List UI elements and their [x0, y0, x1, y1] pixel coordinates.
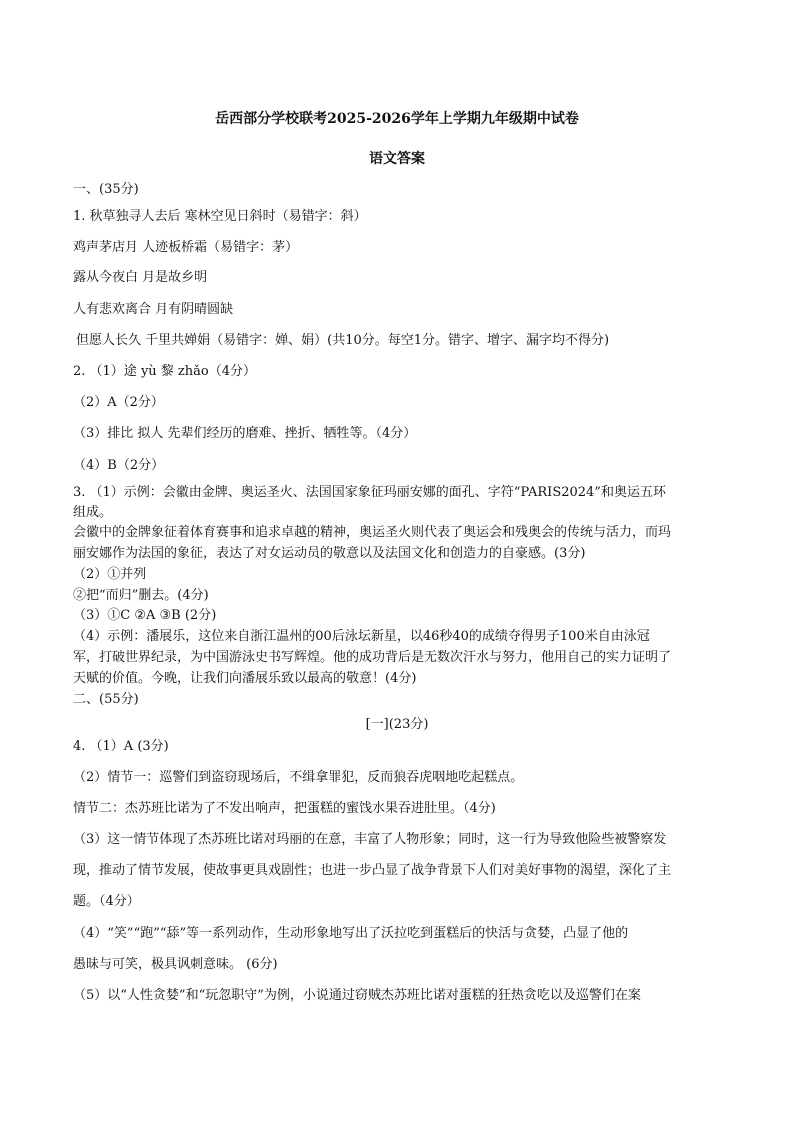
answer-line: 露从今夜白 月是故乡明 [73, 270, 208, 285]
answer-line: 会徽中的金牌象征着体育赛事和追求卓越的精神，奥运圣火则代表了奥运会和残奥会的传统与活力，而玛 [73, 525, 672, 540]
answer-line: 但愿人长久 千里共婵娟（易错字：婵、娟）(共10分。每空1分。错字、增字、漏字均不得分) [76, 333, 610, 348]
document-subtitle: 语文答案 [369, 151, 425, 167]
answer-line: （2）情节一：巡警们到盗窃现场后，不缉拿罪犯，反而狼吞虎咽地吃起糕点。 [73, 770, 524, 785]
answer-line: 3. （1）示例：会徽由金牌、奥运圣火、法国国家象征玛丽安娜的面孔、字符“PARIS2024”和奥运五环 [73, 485, 666, 500]
answer-line: （4）示例：潘展乐，这位来自浙江温州的00后泳坛新星，以46秒40的成绩夺得男子100米自由泳冠 [73, 629, 650, 644]
answer-line: （5）以“人性贪婪”和“玩忽职守”为例，小说通过窃贼杰苏班比诺对蛋糕的狂热贪吃以及巡警们在案 [73, 988, 641, 1003]
answer-line: 丽安娜作为法国的象征，表达了对女运动员的敬意以及法国文化和创造力的自豪感。(3分) [73, 546, 586, 561]
answer-line: （3）这一情节体现了杰苏班比诺对玛丽的在意，丰富了人物形象；同时，这一行为导致他险些被警察发 [73, 832, 667, 847]
answer-line: 愚昧与可笑，极具讽刺意味。 (6分) [73, 957, 278, 972]
answer-line: 题。（4分） [73, 894, 140, 909]
subsection-heading: [一](23分) [365, 717, 429, 732]
answer-line: （4）“笑”“跑”“舔”等一系列动作，生动形象地写出了沃拉吃到蛋糕后的快活与贪婪，凸显了他的 [73, 926, 629, 941]
answer-line: 1. 秋草独寻人去后 寒林空见日斜时（易错字：斜） [73, 209, 367, 224]
answer-line: 军，打破世界纪录，为中国游泳史书写辉煌。他的成功背后是无数次汗水与努力，他用自己的实力证明了 [73, 650, 672, 665]
section-heading: 一、(35分) [73, 182, 139, 197]
answer-line: （4）B（2分） [73, 458, 165, 473]
answer-line: 组成。 [73, 505, 113, 520]
answer-line: 鸡声茅店月 人迹板桥霜（易错字：茅） [73, 240, 299, 255]
answer-line: （2）①并列 [73, 567, 147, 582]
answer-line: （3）排比 拟人 先辈们经历的磨难、挫折、牺牲等。（4分） [73, 426, 417, 441]
answer-line: 4. （1）A (3分) [73, 739, 169, 754]
answer-line: （3）①C ②A ③B (2分) [73, 608, 217, 623]
answer-line: ②把“而归”删去。(4分) [73, 588, 209, 603]
answer-line: 现，推动了情节发展，使故事更具戏剧性；也进一步凸显了战争背景下人们对美好事物的渴望，深化了主 [73, 863, 672, 878]
section-heading: 二、(55分) [73, 692, 139, 707]
answer-line: 天赋的价值。今晚，让我们向潘展乐致以最高的敬意！(4分) [73, 671, 417, 686]
document-title: 岳西部分学校联考2025-2026学年上学期九年级期中试卷 [215, 111, 579, 127]
answer-line: （2）A（2分） [73, 395, 164, 410]
answer-line: 人有悲欢离合 月有阴晴圆缺 [73, 302, 234, 317]
answer-line: 情节二：杰苏班比诺为了不发出响声，把蛋糕的蜜饯水果吞进肚里。（4分) [73, 801, 496, 816]
answer-line: 2. （1）途 yù 黎 zhǎo（4分） [73, 364, 256, 379]
